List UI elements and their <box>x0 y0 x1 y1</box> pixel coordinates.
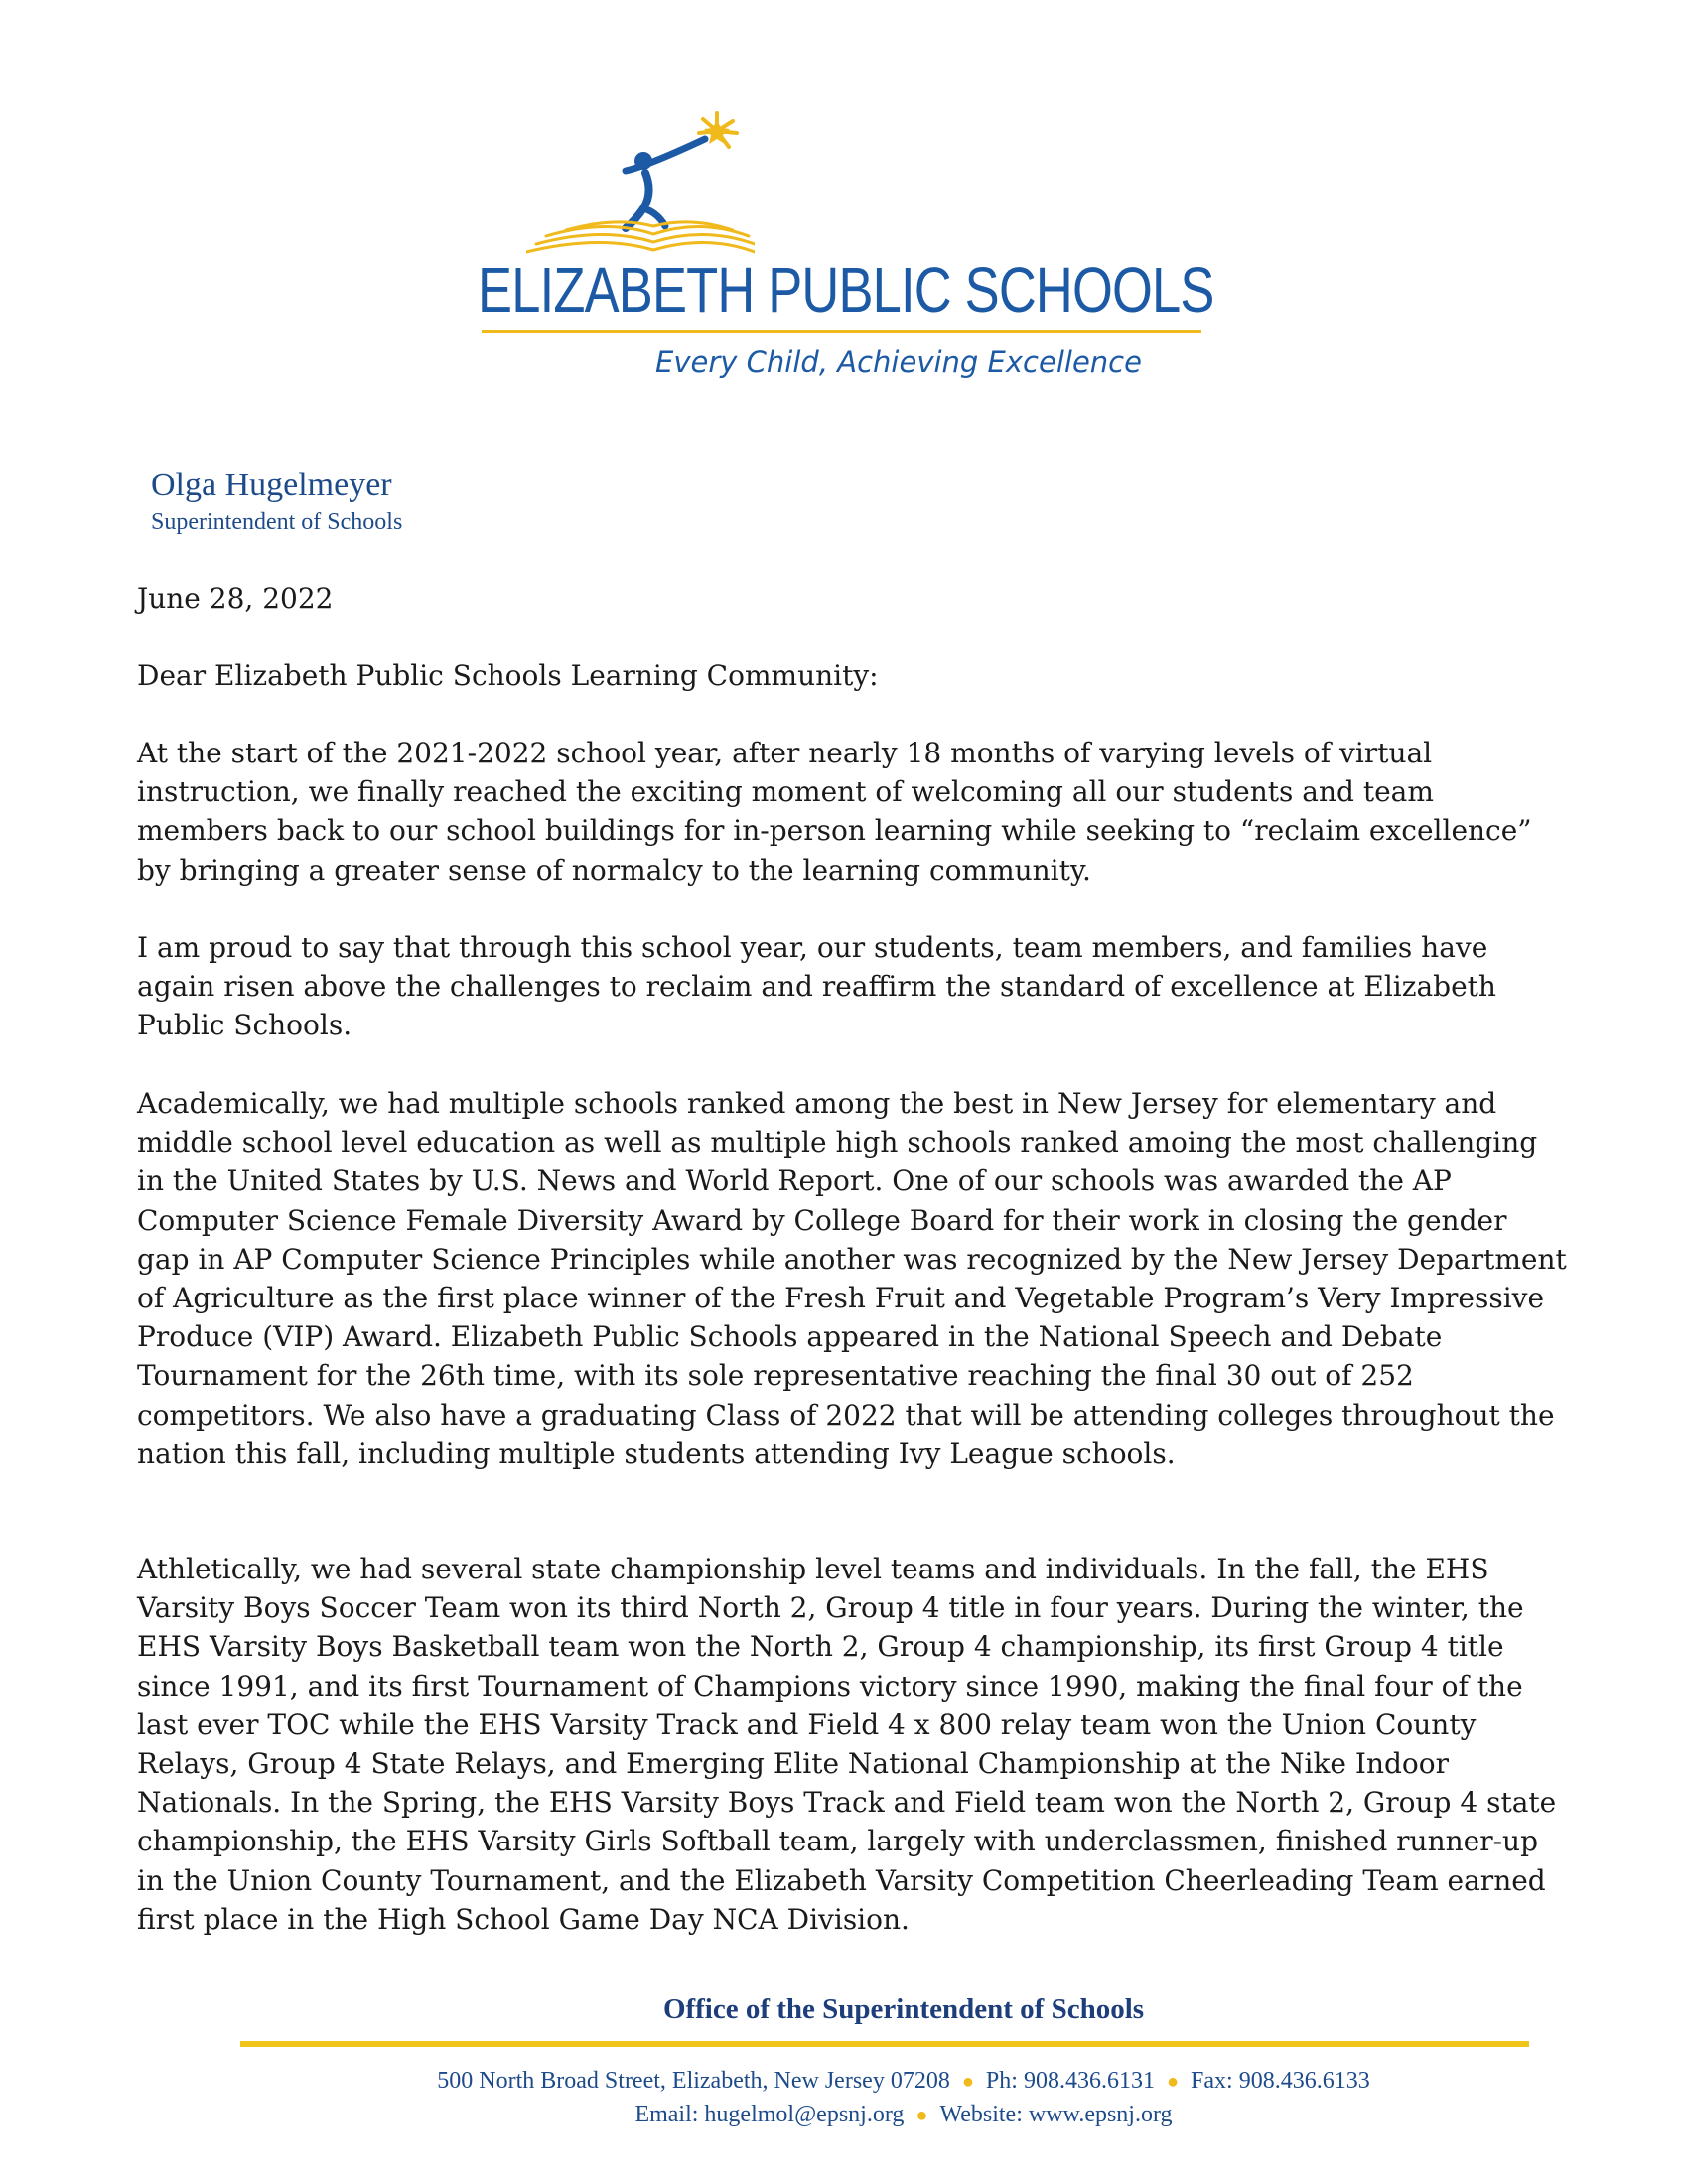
paragraph-pride: I am proud to say that through this school year, our students, team members, and families have again risen above the challenges to reclaim and reaffirm the standard of excellence at Elizabeth Public Schools. <box>137 931 1496 1042</box>
salutation: Dear Elizabeth Public Schools Learning Community: <box>137 659 879 692</box>
letter-date: June 28, 2022 <box>137 582 334 614</box>
tagline: Every Child, Achieving Excellence <box>655 345 1142 379</box>
bullet-separator: ● <box>1166 2071 1180 2093</box>
organization-name: ELIZABETH PUBLIC SCHOOLS <box>478 254 1214 326</box>
footer-address: 500 North Broad Street, Elizabeth, New Jersey 07208 <box>437 2068 950 2094</box>
signer-name: Olga Hugelmeyer <box>151 467 392 503</box>
bullet-separator: ● <box>961 2071 974 2093</box>
letterhead-divider <box>482 330 1201 333</box>
school-logo-icon <box>526 109 755 258</box>
footer-office-title: Office of the Superintendent of Schools <box>662 1993 1145 2025</box>
footer-web-line <box>60 2102 1688 2128</box>
signer-title: Superintendent of Schools <box>151 509 403 535</box>
bullet-separator: ● <box>915 2105 928 2126</box>
footer-divider <box>240 2041 1529 2047</box>
footer-email[interactable]: Email: hugelmol@epsnj.org <box>634 2102 905 2127</box>
letterhead <box>0 109 1688 407</box>
footer-website[interactable]: Website: www.epsnj.org <box>939 2102 1173 2127</box>
footer-contact-line <box>60 2068 1688 2095</box>
paragraph-academics: Academically, we had multiple schools ranked among the best in New Jersey for elementary and middle school level education as well as multiple high schools ranked amoing the most challenging in the United States by U.S. News and World Report. One of our schools was awarded the AP Computer Science Female Diversity Award by College Board for their work in closing the gender gap in AP Computer Science Principles while another was recognized by the New Jersey Department of Agriculture as the first place winner of the Fresh Fruit and Vegetable Program’s Very Impressive Produce (VIP) Award. Elizabeth Public Schools appeared in the National Speech and Debate Tournament for the 26th time, with its sole representative reaching the final 30 out of 252 competitors. We also have a graduating Class of 2022 that will be attending colleges throughout the nation this fall, including multiple students attending Ivy League schools. <box>137 1087 1567 1470</box>
footer-fax: Fax: 908.436.6133 <box>1191 2068 1370 2094</box>
paragraph-intro: At the start of the 2021-2022 school year, after nearly 18 months of varying levels of virtual instruction, we finally reached the exciting moment of welcoming all our students and team members back to our school buildings for in-person learning while seeking to “reclaim excellence” by bringing a greater sense of normalcy to the learning community. <box>137 737 1532 887</box>
footer-phone: Ph: 908.436.6131 <box>985 2068 1155 2094</box>
paragraph-athletics: Athletically, we had several state championship level teams and individuals. In the fall, the EHS Varsity Boys Soccer Team won its third North 2, Group 4 title in four years. During the winter, the EHS Varsity Boys Basketball team won the North 2, Group 4 championship, its first Group 4 title since 1991, and its first Tournament of Champions victory since 1990, making the final four of the last ever TOC while the EHS Varsity Track and Field 4 x 800 relay team won the Union County Relays, Group 4 State Relays, and Emerging Elite National Championship at the Nike Indoor Nationals. In the Spring, the EHS Varsity Boys Track and Field team won the North 2, Group 4 state championship, the EHS Varsity Girls Softball team, largely with underclassmen, finished runner-up in the Union County Tournament, and the Elizabeth Varsity Competition Cheerleading Team earned first place in the High School Game Day NCA Division. <box>137 1553 1557 1936</box>
